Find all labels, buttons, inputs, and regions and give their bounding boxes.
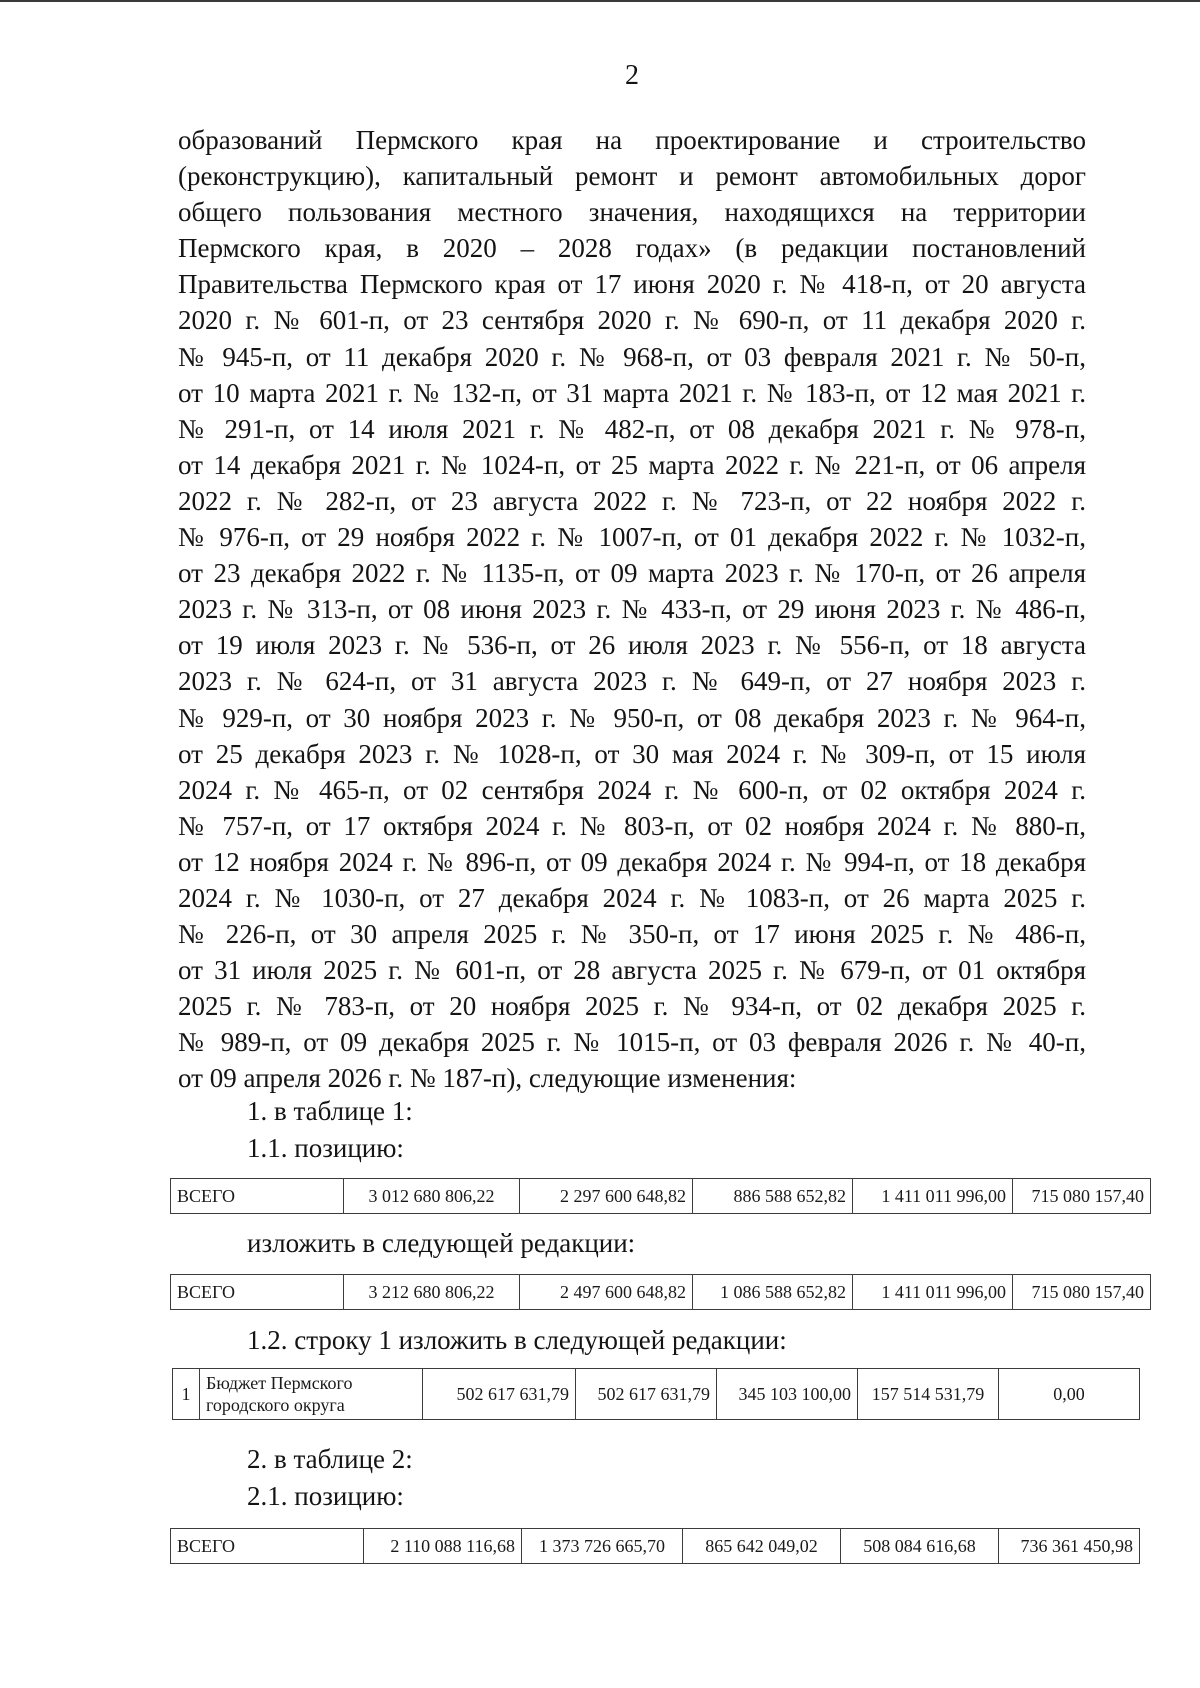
table-cell: 865 642 049,02 xyxy=(683,1529,841,1564)
table-cell: 886 588 652,82 xyxy=(693,1179,853,1214)
table-cell: 502 617 631,79 xyxy=(576,1369,717,1420)
body-line: 2023 г. № 624-п, от 31 августа 2023 г. № 649-п, от 27 ноября 2023 г. xyxy=(178,666,1086,697)
body-line: 2024 г. № 1030-п, от 27 декабря 2024 г. № 1083-п, от 26 марта 2025 г. xyxy=(178,882,1086,913)
body-paragraph xyxy=(178,122,1086,1097)
table-row xyxy=(171,1275,1151,1310)
body-line: от 12 ноября 2024 г. № 896-п, от 09 декабря 2024 г. № 994-п, от 18 декабря xyxy=(178,846,1086,877)
item-2-1-heading: 2.1. позицию: xyxy=(247,1481,404,1511)
replace-text-1: изложить в следующей редакции: xyxy=(247,1228,636,1258)
table-1-new-total xyxy=(170,1274,1151,1310)
item-1-2-heading: 1.2. строку 1 изложить в следующей редакции: xyxy=(247,1325,787,1355)
table-cell: 508 084 616,68 xyxy=(841,1529,999,1564)
body-line: Пермского края, в 2020 – 2028 годах» (в редакции постановлений xyxy=(178,233,1086,264)
page-number: 2 xyxy=(625,60,639,91)
body-line: 2025 г. № 783-п, от 20 ноября 2025 г. № 934-п, от 02 декабря 2025 г. xyxy=(178,991,1086,1022)
scan-top-edge xyxy=(0,0,1200,2)
table-cell: 1 086 588 652,82 xyxy=(693,1275,853,1310)
body-line: образований Пермского края на проектирование и строительство xyxy=(178,125,1086,155)
body-line: № 976-п, от 29 ноября 2022 г. № 1007-п, от 01 декабря 2022 г. № 1032-п, xyxy=(178,522,1086,553)
body-line: (реконструкцию), капитальный ремонт и ремонт автомобильных дорог xyxy=(178,161,1086,192)
body-line: от 25 декабря 2023 г. № 1028-п, от 30 мая 2024 г. № 309-п, от 15 июля xyxy=(178,738,1086,769)
table-row xyxy=(171,1179,1151,1214)
body-line: 2020 г. № 601-п, от 23 сентября 2020 г. № 690-п, от 11 декабря 2020 г. xyxy=(178,305,1086,336)
row-number: 1 xyxy=(173,1369,200,1420)
table-row xyxy=(171,1529,1140,1564)
body-line: № 945-п, от 11 декабря 2020 г. № 968-п, от 03 февраля 2021 г. № 50-п, xyxy=(178,341,1086,372)
row-name-line-2: городского округа xyxy=(206,1395,345,1415)
body-line: Правительства Пермского края от 17 июня 2020 г. № 418-п, от 20 августа xyxy=(178,269,1086,300)
table-2-old-total xyxy=(170,1528,1140,1564)
body-line: от 10 марта 2021 г. № 132-п, от 31 марта 2021 г. № 183-п, от 12 мая 2021 г. xyxy=(178,377,1086,408)
table-cell-label: ВСЕГО xyxy=(171,1529,364,1564)
body-line: от 09 апреля 2026 г. № 187-п), следующие изменения: xyxy=(178,1063,797,1094)
table-cell: 1 373 726 665,70 xyxy=(522,1529,683,1564)
table-cell: 2 497 600 648,82 xyxy=(520,1275,693,1310)
item-2-heading: 2. в таблице 2: xyxy=(247,1444,413,1474)
table-cell: 345 103 100,00 xyxy=(717,1369,858,1420)
table-cell: 1 411 011 996,00 xyxy=(853,1179,1013,1214)
table-cell: 715 080 157,40 xyxy=(1013,1179,1151,1214)
table-cell: 157 514 531,79 xyxy=(858,1369,999,1420)
body-line: от 23 декабря 2022 г. № 1135-п, от 09 марта 2023 г. № 170-п, от 26 апреля xyxy=(178,558,1086,589)
table-cell: 3 012 680 806,22 xyxy=(344,1179,520,1214)
table-cell: 2 297 600 648,82 xyxy=(520,1179,693,1214)
body-line: 2022 г. № 282-п, от 23 августа 2022 г. № 723-п, от 22 ноября 2022 г. xyxy=(178,485,1086,516)
table-cell: 502 617 631,79 xyxy=(423,1369,576,1420)
table-cell: 0,00 xyxy=(999,1369,1140,1420)
body-line: общего пользования местного значения, находящихся на территории xyxy=(178,197,1086,228)
table-cell: 3 212 680 806,22 xyxy=(344,1275,520,1310)
body-line: от 19 июля 2023 г. № 536-п, от 26 июля 2023 г. № 556-п, от 18 августа xyxy=(178,630,1086,661)
item-1-1-heading: 1.1. позицию: xyxy=(247,1133,404,1163)
body-line: № 757-п, от 17 октября 2024 г. № 803-п, от 02 ноября 2024 г. № 880-п, xyxy=(178,810,1086,841)
body-line: 2023 г. № 313-п, от 08 июня 2023 г. № 433-п, от 29 июня 2023 г. № 486-п, xyxy=(178,594,1086,625)
row-name xyxy=(200,1369,423,1420)
item-1-heading: 1. в таблице 1: xyxy=(247,1096,413,1126)
body-line: № 291-п, от 14 июля 2021 г. № 482-п, от 08 декабря 2021 г. № 978-п, xyxy=(178,413,1086,444)
body-line: от 14 декабря 2021 г. № 1024-п, от 25 марта 2022 г. № 221-п, от 06 апреля xyxy=(178,449,1086,480)
table-cell-label: ВСЕГО xyxy=(171,1275,344,1310)
table-cell: 1 411 011 996,00 xyxy=(853,1275,1013,1310)
body-line: № 929-п, от 30 ноября 2023 г. № 950-п, от 08 декабря 2023 г. № 964-п, xyxy=(178,702,1086,733)
body-line: № 989-п, от 09 декабря 2025 г. № 1015-п, от 03 февраля 2026 г. № 40-п, xyxy=(178,1027,1086,1058)
table-row xyxy=(173,1369,1140,1420)
table-1-row-1 xyxy=(172,1368,1140,1420)
table-cell: 715 080 157,40 xyxy=(1013,1275,1151,1310)
table-cell: 2 110 088 116,68 xyxy=(364,1529,522,1564)
table-cell: 736 361 450,98 xyxy=(999,1529,1140,1564)
table-1-old-total xyxy=(170,1178,1151,1214)
row-name-line-1: Бюджет Пермского xyxy=(206,1373,353,1393)
body-line: 2024 г. № 465-п, от 02 сентября 2024 г. № 600-п, от 02 октября 2024 г. xyxy=(178,774,1086,805)
body-line: от 31 июля 2025 г. № 601-п, от 28 августа 2025 г. № 679-п, от 01 октября xyxy=(178,955,1086,986)
body-line: № 226-п, от 30 апреля 2025 г. № 350-п, от 17 июня 2025 г. № 486-п, xyxy=(178,919,1086,950)
table-cell-label: ВСЕГО xyxy=(171,1179,344,1214)
